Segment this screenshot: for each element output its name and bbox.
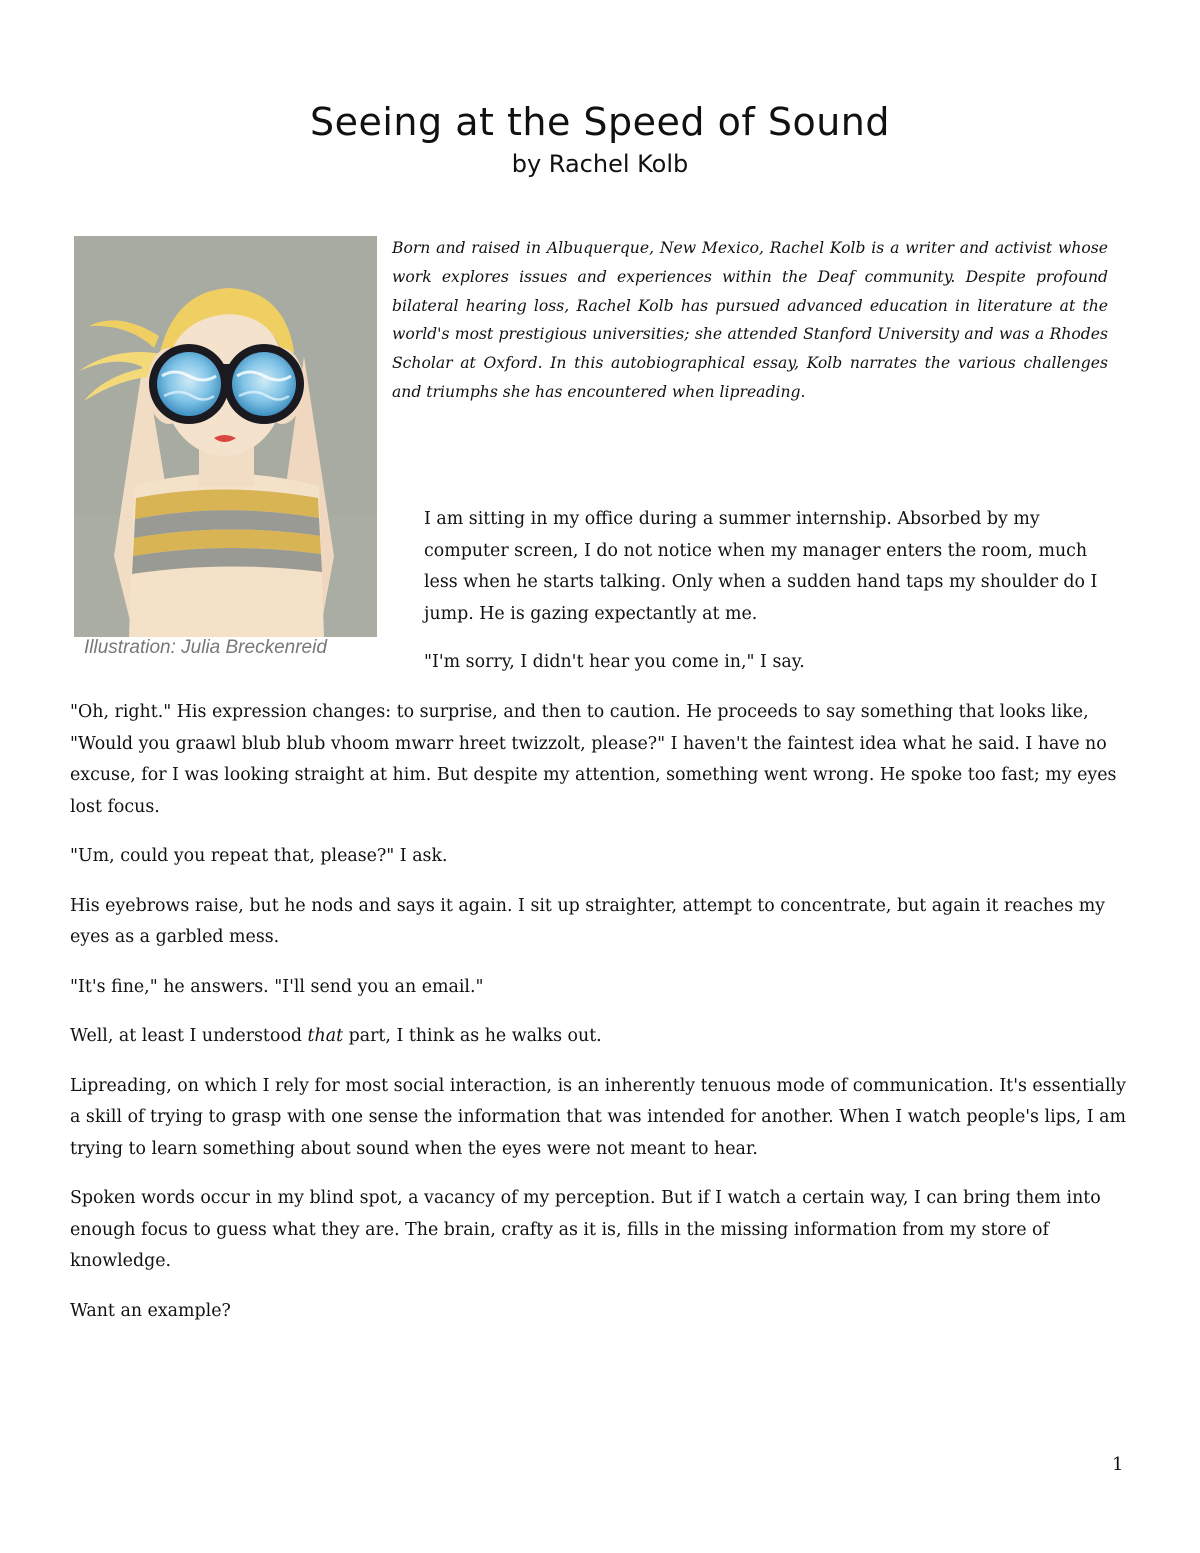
paragraph-7-start: Well, at least I understood xyxy=(70,1026,308,1046)
page-number: 1 xyxy=(1112,1454,1124,1475)
paragraph-2: "I'm sorry, I didn't hear you come in," I say. xyxy=(424,652,805,672)
paragraph-7-end: part, I think as he walks out. xyxy=(343,1026,602,1046)
byline: by Rachel Kolb xyxy=(511,150,689,178)
paragraph-5: His eyebrows raise, but he nods and says it again. I sit up straighter, attempt to concentrate, but again it reaches my eyes as a garbled mess. xyxy=(70,895,1106,947)
page-title: Seeing at the Speed of Sound xyxy=(310,100,890,144)
illustration-binoculars-image xyxy=(74,236,377,637)
paragraph-8: Lipreading, on which I rely for most social interaction, is an inherently tenuous mode of communication. It's essentially a skill of trying to grasp with one sense the information that was intended for another. When I watch people's lips, I am trying to learn something about sound when the eyes were not meant to hear. xyxy=(70,1075,1126,1159)
paragraph-1: I am sitting in my office during a summer internship. Absorbed by my computer screen, I do not notice when my manager enters the room, much less when he starts talking. Only when a sudden hand taps my shoulder do I jump. He is gazing expectantly at me. xyxy=(424,509,1098,624)
paragraph-4: "Um, could you repeat that, please?" I ask. xyxy=(70,846,448,866)
paragraph-9: Spoken words occur in my blind spot, a vacancy of my perception. But if I watch a certain way, I can bring them into enough focus to guess what they are. The brain, crafty as it is, fills in the missing information from my store of knowledge. xyxy=(70,1188,1101,1271)
essay-body xyxy=(70,697,1130,1345)
paragraph-10: Want an example? xyxy=(70,1300,231,1321)
paragraph-3: "Oh, right." His expression changes: to surprise, and then to caution. He proceeds to say something that looks like, "Would you graawl blub blub vhoom mwarr hreet twizzolt, please?" I haven't the faintest idea what he said. I have no excuse, for I was looking straight at him. But despite my attention, something went wrong. He spoke too fast; my eyes lost focus. xyxy=(70,702,1117,817)
paragraph-7 xyxy=(70,1021,1130,1053)
author-intro: Born and raised in Albuquerque, New Mexico, Rachel Kolb is a writer and activist whose work explores issues and experiences within the Deaf community. Despite profound bilateral hearing loss, Rachel Kolb has pursued advanced education in literature at the world's most prestigious universities; she attended Stanford University and was a Rhodes Scholar at Oxford. In this autobiographical essay, Kolb narrates the various challenges and triumphs she has encountered when lipreading. xyxy=(392,239,1108,401)
illustration-caption: Illustration: Julia Breckenreid xyxy=(84,637,327,658)
paragraph-7-emphasis: that xyxy=(307,1026,344,1046)
paragraph-6: "It's fine," he answers. "I'll send you an email." xyxy=(70,976,484,997)
